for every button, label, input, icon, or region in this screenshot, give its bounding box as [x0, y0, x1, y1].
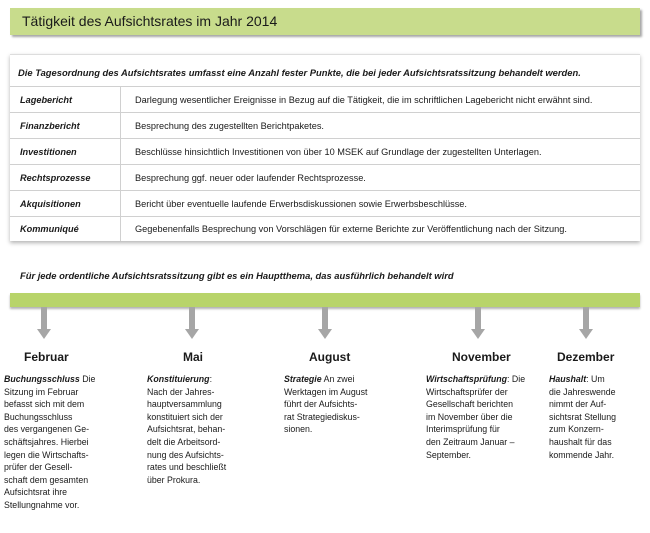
row-desc: Bericht über eventuelle laufende Erwerbsdiskussionen sowie Erwerbsbeschlüsse. [135, 199, 467, 209]
down-arrow-icon [579, 307, 593, 339]
theme-text: An zwei Werktagen im August führt der Aufsichts- rat Strategiediskus- sionen. [284, 374, 368, 435]
month-december: Dezember [557, 350, 615, 364]
row-desc: Gegebenenfalls Besprechung von Vorschlägen für externe Berichte zur Veröffentlichung nach der Sitzung. [135, 224, 567, 234]
theme-text: Die Sitzung im Februar befasst sich mit dem Buchungsschluss des vergangenen Ge- schäftsjahres. Hierbei legen die Wirtschafts- prüfer der Gesell- schaft dem gesamten Aufsichtsrat ihre Stellungnahme vor. [4, 374, 96, 510]
theme-label: Strategie [284, 374, 322, 384]
row-desc: Beschlüsse hinsichtlich Investitionen von über 10 MSEK auf Grundlage der zugestellten Unterlagen. [135, 147, 542, 157]
row-term: Lagebericht [20, 95, 73, 105]
row-desc: Besprechung des zugestellten Berichtpaketes. [135, 121, 324, 131]
theme-label: Haushalt [549, 374, 587, 384]
month-description [147, 373, 237, 486]
month-description [426, 373, 526, 461]
table-row [10, 216, 640, 241]
down-arrow-icon [471, 307, 485, 339]
down-arrow-icon [37, 307, 51, 339]
month-august: August [309, 350, 351, 364]
page-title: Tätigkeit des Aufsichtsrates im Jahr 2014 [22, 13, 278, 29]
table-row [10, 191, 640, 217]
row-term: Finanzbericht [20, 121, 80, 131]
timeline-bar [10, 293, 640, 307]
theme-text: : Nach der Jahres- hauptversammlung konstituiert sich der Aufsichtsrat, behan- delt die Arbeitsord- nung des Aufsichts- rates und beschließt über Prokura. [147, 374, 227, 485]
row-desc: Darlegung wesentlicher Ereignisse in Bezug auf die Tätigkeit, die im schriftlichen Lagebericht nicht erwähnt sind. [135, 95, 593, 105]
down-arrow-icon [185, 307, 199, 339]
month-description [284, 373, 374, 436]
month-february: Februar [24, 350, 69, 364]
timeline-heading: Für jede ordentliche Aufsichtsratssitzung gibt es ein Hauptthema, das ausführlich behandelt wird [20, 270, 454, 281]
row-term: Kommuniqué [20, 224, 79, 234]
theme-text: : Um die Jahreswende nimmt der Auf- sichtsrat Stellung zum Konzern- haushalt für das kommende Jahr. [549, 374, 616, 460]
table-row [10, 87, 640, 113]
theme-label: Konstituierung [147, 374, 210, 384]
agenda-table [10, 54, 640, 241]
month-november: November [452, 350, 511, 364]
down-arrow-icon [318, 307, 332, 339]
row-term: Akquisitionen [20, 199, 81, 209]
row-term: Rechtsprozesse [20, 173, 91, 183]
theme-text: : Die Wirtschaftsprüfer der Gesellschaft berichten im November über die Interimsprüfung für den Zeitraum Januar – September. [426, 374, 526, 460]
title-bar [10, 8, 640, 35]
table-intro: Die Tagesordnung des Aufsichtsrates umfasst eine Anzahl fester Punkte, die bei jeder Aufsichtsratssitzung behandelt werden. [18, 67, 581, 78]
table-row [10, 165, 640, 191]
month-description [549, 373, 629, 461]
table-row [10, 139, 640, 165]
theme-label: Wirtschaftsprüfung [426, 374, 508, 384]
row-desc: Besprechung ggf. neuer oder laufender Rechtsprozesse. [135, 173, 366, 183]
row-term: Investitionen [20, 147, 77, 157]
month-description [4, 373, 108, 512]
table-row [10, 113, 640, 139]
month-may: Mai [183, 350, 204, 364]
theme-label: Buchungsschluss [4, 374, 80, 384]
